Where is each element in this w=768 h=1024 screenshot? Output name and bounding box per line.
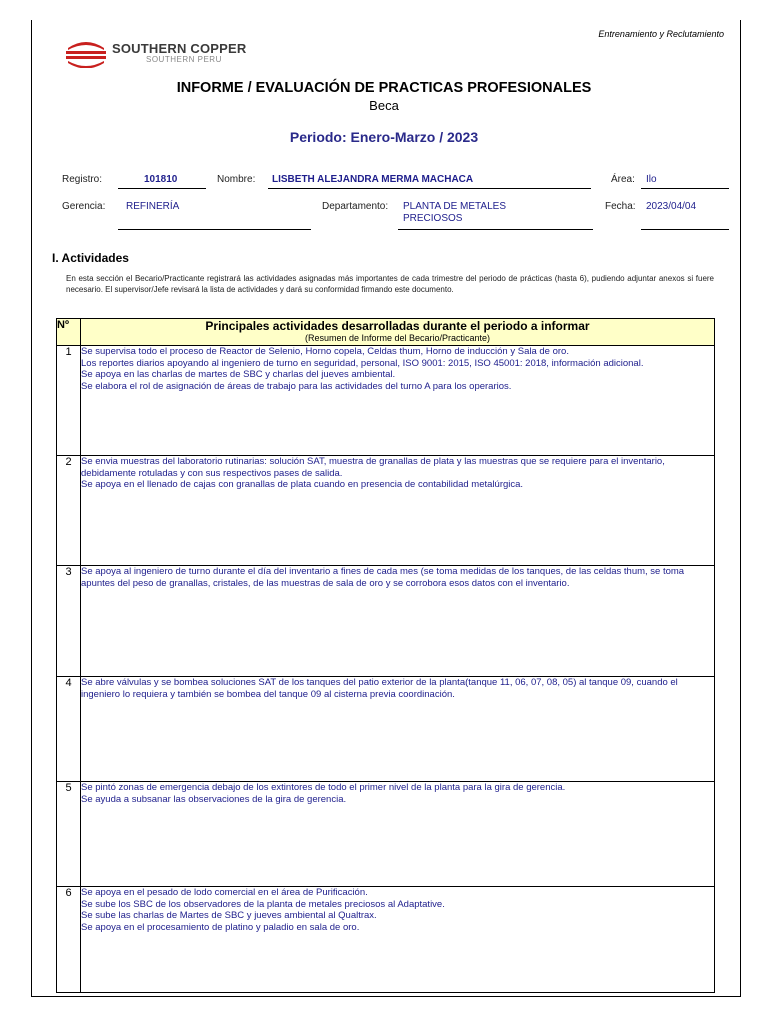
southern-copper-logo-icon (64, 36, 108, 68)
row-description (81, 566, 715, 677)
departamento-underline (398, 229, 593, 230)
row-description (81, 346, 715, 456)
activities-table (56, 318, 715, 993)
fecha-label: Fecha: (605, 201, 636, 212)
company-logo (64, 36, 264, 68)
report-title: INFORME / EVALUACIÓN DE PRACTICAS PROFESIONALES (176, 80, 592, 96)
description-line: Se apoya en el pesado de lodo comercial en el área de Purificación. (81, 887, 368, 898)
description-line: Se envia muestras del laboratorio rutinarias: solución SAT, muestra de granallas de plata y las muestras que se requiere para el inventario, debidamente rotuladas y con sus respectivos pases de salida. (81, 456, 665, 479)
report-subtitle: Beca (369, 98, 399, 113)
area-underline (641, 188, 729, 189)
nombre-underline (268, 188, 591, 189)
description-line: Se apoya en el llenado de cajas con granallas de plata cuando en presencia de contabilidad metalúrgica. (81, 479, 524, 490)
row-number: 1 (57, 346, 81, 456)
row-number: 3 (57, 566, 81, 677)
activities-body (57, 346, 715, 993)
registro-value: 101810 (144, 174, 178, 185)
description-line: Se elabora el rol de asignación de áreas de trabajo para las actividades del turno A para los operarios. (81, 380, 512, 392)
description-line: Se abre válvulas y se bombea soluciones SAT de los tanques del patio exterior de la planta(tanque 11, 06, 07, 08, 05) al tanque 09, cuando el ingeniero lo requiera y también se bombea del tanque 09 al cisterna previa coordinación. (81, 677, 678, 700)
row-description (81, 887, 715, 993)
column-header-title: Principales actividades desarrolladas durante el periodo a informar (205, 319, 590, 333)
area-label: Área: (611, 174, 635, 185)
company-name: SOUTHERN COPPER (112, 41, 247, 56)
fecha-value: 2023/04/04 (646, 201, 697, 212)
area-value: Ilo (646, 174, 657, 185)
top-note: Entrenamiento y Reclutamiento (598, 29, 724, 39)
column-header-activities (81, 319, 715, 346)
row-number: 4 (57, 677, 81, 782)
description-line: Se apoya en las charlas de martes de SBC y charlas del jueves ambiental. (81, 369, 396, 380)
table-row (57, 782, 715, 887)
gerencia-underline (118, 229, 311, 230)
row-number: 6 (57, 887, 81, 993)
registro-underline (118, 188, 206, 189)
description-line: Se sube las charlas de Martes de SBC y jueves ambiental al Qualtrax. (81, 910, 377, 921)
row-number: 2 (57, 456, 81, 566)
table-row (57, 456, 715, 566)
row-description (81, 677, 715, 782)
description-line: Se sube los SBC de los observadores de la planta de metales preciosos al Adaptative. (81, 898, 445, 910)
table-header-row (57, 319, 715, 346)
row-description (81, 782, 715, 887)
fecha-underline (641, 229, 729, 230)
gerencia-value: REFINERÍA (126, 201, 180, 212)
departamento-label: Departamento: (322, 201, 389, 212)
departamento-value-line2: PRECIOSOS (403, 213, 463, 224)
report-period: Periodo: Enero-Marzo / 2023 (289, 129, 479, 145)
gerencia-label: Gerencia: (62, 201, 106, 212)
section-instructions: En esta sección el Becario/Practicante registrará las actividades asignadas más importantes de cada trimestre del periodo de prácticas (hasta 6), pudiendo adjuntar anexos si fuere necesario. El supervisor/Jefe revisará la lista de actividades y dará su conformidad firmando este documento. (66, 274, 714, 294)
table-row (57, 887, 715, 993)
description-line: Se ayuda a subsanar las observaciones de la gira de gerencia. (81, 793, 347, 805)
description-line: Se apoya al ingeniero de turno durante el día del inventario a fines de cada mes (se toma medidas de los tanques, de las celdas thum, se toma apuntes del peso de granallas, cristales, de las muestras de sala de oro y se corrobora esos datos con el inventario. (81, 566, 685, 589)
section-title: I. Actividades (52, 251, 129, 265)
description-line: Los reportes diarios apoyando al ingeniero de turno en seguridad, personal, ISO 9001: 2015, ISO 45001: 2018, información adicional. (81, 357, 644, 369)
table-row (57, 677, 715, 782)
registro-label: Registro: (62, 174, 103, 185)
column-header-subtitle: (Resumen de Informe del Becario/Practicante) (304, 333, 491, 343)
company-subname: SOUTHERN PERU (146, 55, 222, 64)
description-line: Se apoya en el procesamiento de platino y paladio en sala de oro. (81, 921, 360, 933)
description-line: Se supervisa todo el proceso de Reactor de Selenio, Horno copela, Celdas thum, Horno de inducción y Sala de oro. (81, 346, 569, 357)
column-header-number: Nº (57, 319, 81, 346)
row-description (81, 456, 715, 566)
nombre-value: LISBETH ALEJANDRA MERMA MACHACA (272, 174, 474, 185)
table-row (57, 346, 715, 456)
row-number: 5 (57, 782, 81, 887)
table-row (57, 566, 715, 677)
nombre-label: Nombre: (217, 174, 256, 185)
description-line: Se pintó zonas de emergencia debajo de los extintores de todo el primer nivel de la planta para la gira de gerencia. (81, 782, 566, 793)
departamento-value-line1: PLANTA DE METALES (403, 201, 506, 212)
